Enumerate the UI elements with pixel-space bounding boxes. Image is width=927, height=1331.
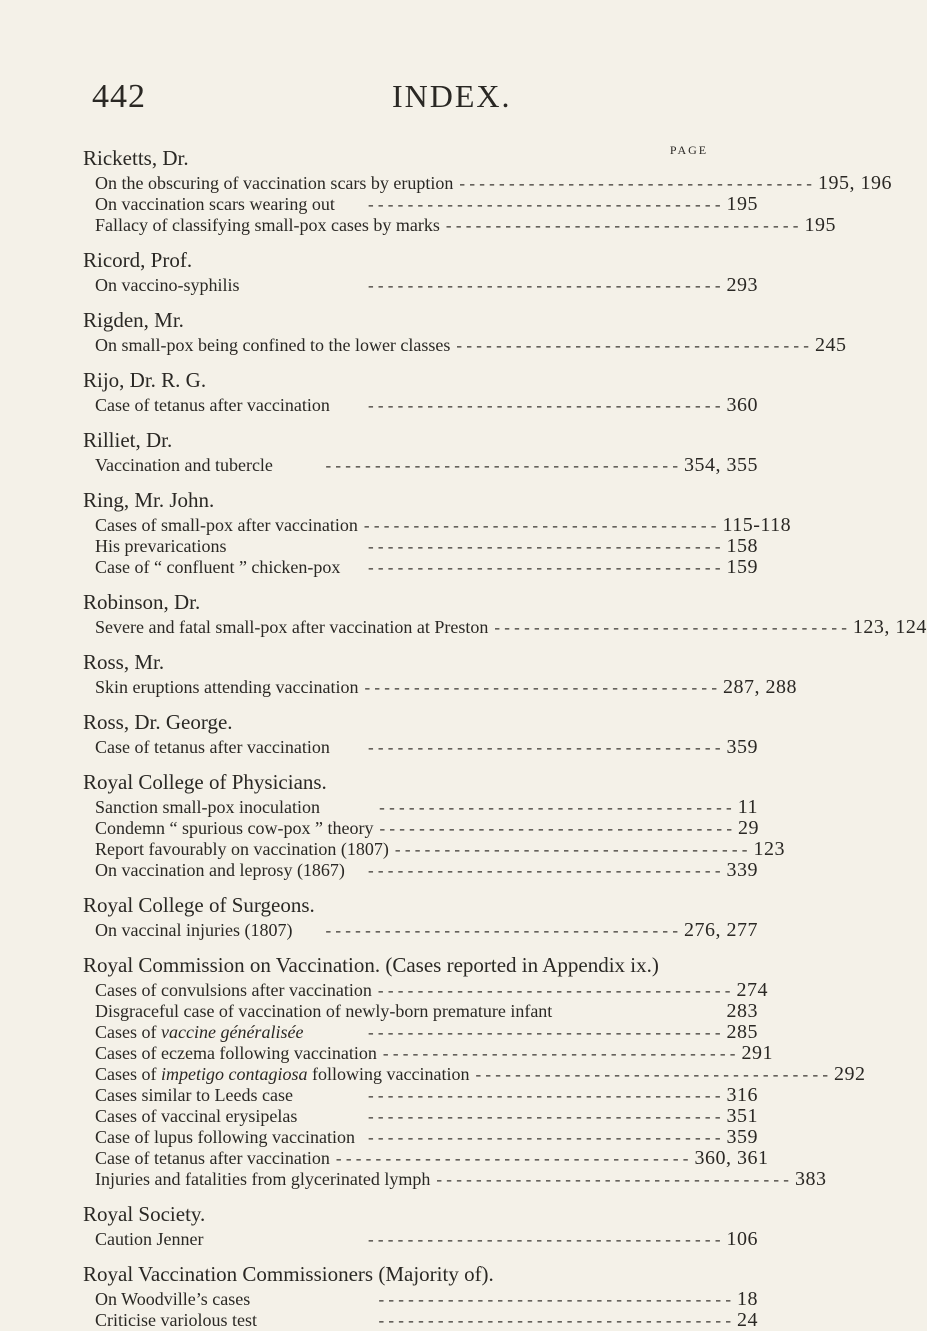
dot-leader: - - - - - - - - - - - - - - - - - - - - - - - - - - - - - - - - - - - - xyxy=(367,861,721,880)
entry-heading: Ricketts, Dr. xyxy=(83,146,189,170)
page-reference: 159 xyxy=(726,556,758,578)
entry-heading: Ring, Mr. John. xyxy=(83,488,215,512)
page-reference: 276, 277 xyxy=(684,919,758,941)
sub-entry-text: Cases of eczema following vaccination xyxy=(95,1043,377,1063)
dot-leader: - - - - - - - - - - - - - - - - - - - - - - - - - - - - - - - - - - - - xyxy=(367,276,721,295)
entry-heading: Royal Commission on Vaccination. (Cases reported in Appendix ix.) xyxy=(83,953,659,977)
page-reference: 123 xyxy=(753,838,785,860)
sub-entry-text: Case of tetanus after vaccination xyxy=(95,737,330,757)
index-entry xyxy=(83,644,798,698)
sub-entry xyxy=(83,1042,773,1064)
sub-entry-text: Condemn “ spurious cow-pox ” theory xyxy=(95,818,374,838)
sub-entry xyxy=(83,536,758,557)
sub-entry-text: Severe and fatal small-pox after vaccination at Preston xyxy=(95,617,489,637)
sub-entry xyxy=(83,395,758,416)
entry-heading: Rijo, Dr. R. G. xyxy=(83,368,207,392)
sub-entry xyxy=(83,737,758,758)
page-reference: 383 xyxy=(794,1168,827,1190)
entry-heading: Rilliet, Dr. xyxy=(83,428,173,452)
entry-heading: Robinson, Dr. xyxy=(83,590,201,614)
page-number: 442 xyxy=(92,78,146,115)
sub-entry-text: Cases similar to Leeds case xyxy=(95,1085,293,1105)
sub-entry xyxy=(83,1106,758,1127)
dot-leader: - - - - - - - - - - - - - - - - - - - - - - - - - - - - - - - - - - - - xyxy=(367,195,721,214)
page-reference: 360, 361 xyxy=(694,1147,769,1169)
sub-entry xyxy=(83,1085,758,1106)
dot-leader: - - - - - - - - - - - - - - - - - - - - - - - - - - - - - - - - - - - - xyxy=(364,678,718,697)
page-reference: 285 xyxy=(726,1021,758,1043)
dot-leader: - - - - - - - - - - - - - - - - - - - - - - - - - - - - - - - - - - - - xyxy=(367,1023,721,1042)
sub-entry xyxy=(83,1127,758,1148)
sub-entry-text-prefix: Cases of xyxy=(95,1022,161,1042)
page-reference: 274 xyxy=(736,979,768,1001)
sub-entry-text: On vaccination and leprosy (1867) xyxy=(95,860,345,880)
entry-heading: Royal Vaccination Commissioners (Majority of). xyxy=(83,1262,494,1286)
sub-entry-text: Case of lupus following vaccination xyxy=(95,1127,355,1147)
dot-leader: - - - - - - - - - - - - - - - - - - - - - - - - - - - - - - - - - - - - xyxy=(475,1065,829,1084)
sub-entry-text: Case of tetanus after vaccination xyxy=(95,395,330,415)
sub-entry xyxy=(83,818,758,839)
sub-entry-text: Injuries and fatalities from glycerinated lymph xyxy=(95,1169,431,1189)
page-reference: 291 xyxy=(741,1042,773,1064)
sub-entry-text: Case of tetanus after vaccination xyxy=(95,1148,330,1168)
page-reference: 195, 196 xyxy=(817,172,892,194)
sub-entry-text-suffix: following vaccination xyxy=(307,1064,470,1084)
page-reference: 106 xyxy=(726,1228,758,1250)
index-entry xyxy=(83,242,758,296)
dot-leader: - - - - - - - - - - - - - - - - - - - - - - - - - - - - - - - - - - - - xyxy=(367,396,721,415)
index-entry xyxy=(83,362,758,416)
page-reference: 11 xyxy=(737,796,758,818)
page-reference: 24 xyxy=(737,1309,758,1331)
dot-leader: - - - - - - - - - - - - - - - - - - - - - - - - - - - - - - - - - - - - xyxy=(377,981,731,1000)
dot-leader: - - - - - - - - - - - - - - - - - - - - - - - - - - - - - - - - - - - - xyxy=(378,1311,731,1330)
page-reference: 115-118 xyxy=(722,514,792,536)
sub-entry xyxy=(83,860,758,881)
dot-leader: - - - - - - - - - - - - - - - - - - - - - - - - - - - - - - - - - - - - xyxy=(459,174,812,193)
page-reference: 18 xyxy=(737,1288,758,1310)
sub-entry-text: Cases of convulsions after vaccination xyxy=(95,980,372,1000)
sub-entry-text: On vaccino-syphilis xyxy=(95,275,240,295)
index-entry xyxy=(83,764,785,881)
sub-entry-text: On vaccination scars wearing out xyxy=(95,194,335,214)
sub-entry xyxy=(83,1168,827,1190)
page-reference: 245 xyxy=(814,334,847,356)
sub-entry-text: Caution Jenner xyxy=(95,1229,204,1249)
sub-entry xyxy=(83,979,768,1001)
dot-leader: - - - - - - - - - - - - - - - - - - - - - - - - - - - - - - - - - - - - xyxy=(367,738,721,757)
sub-entry xyxy=(83,838,785,860)
sub-entry xyxy=(83,1022,758,1043)
sub-entry-text-italic: vaccine généralisée xyxy=(161,1022,304,1042)
page-reference: 293 xyxy=(726,274,758,296)
page-reference: 354, 355 xyxy=(684,454,758,476)
sub-entry-text: Vaccination and tubercle xyxy=(95,455,273,475)
dot-leader: - - - - - - - - - - - - - - - - - - - - - - - - - - - - - - - - - - - - xyxy=(382,1044,736,1063)
dot-leader: - - - - - - - - - - - - - - - - - - - - - - - - - - - - - - - - - - - - xyxy=(367,1128,721,1147)
page-reference: 292 xyxy=(834,1063,866,1085)
sub-entry-text xyxy=(95,1022,303,1043)
page-column-label: PAGE xyxy=(669,143,709,157)
dot-leader: - - - - - - - - - - - - - - - - - - - - - - - - - - - - - - - - - - - - xyxy=(367,1086,721,1105)
sub-entry xyxy=(83,557,758,578)
sub-entry xyxy=(83,1310,758,1331)
sub-entry xyxy=(83,1229,758,1250)
page-reference: 29 xyxy=(738,817,760,839)
dot-leader: - - - - - - - - - - - - - - - - - - - - - - - - - - - - - - - - - - - - xyxy=(367,1107,721,1126)
sub-entry xyxy=(83,334,847,356)
dot-leader: - - - - - - - - - - - - - - - - - - - - - - - - - - - - - - - - - - - - xyxy=(378,1290,731,1309)
sub-entry xyxy=(83,1147,769,1169)
dot-leader: - - - - - - - - - - - - - - - - - - - - - - - - - - - - - - - - - - - - xyxy=(367,537,721,556)
index-entry xyxy=(83,302,847,356)
sub-entry xyxy=(83,275,758,296)
sub-entry xyxy=(83,1001,758,1022)
index-entries xyxy=(83,140,927,1331)
index-entry xyxy=(83,1256,758,1331)
index-entry xyxy=(83,1196,758,1250)
dot-leader: - - - - - - - - - - - - - - - - - - - - - - - - - - - - - - - - - - - - xyxy=(445,216,799,235)
page-header xyxy=(0,78,800,138)
sub-entry-text: Cases of small-pox after vaccination xyxy=(95,515,358,535)
sub-entry xyxy=(83,616,927,638)
index-entry xyxy=(83,947,866,1190)
page-reference: 195 xyxy=(804,214,836,236)
index-entry xyxy=(83,704,758,758)
dot-leader: - - - - - - - - - - - - - - - - - - - - - - - - - - - - - - - - - - - - xyxy=(325,921,678,940)
sub-entry-text: On vaccinal injuries (1807) xyxy=(95,920,293,940)
dot-leader: - - - - - - - - - - - - - - - - - - - - - - - - - - - - - - - - - - - - xyxy=(367,558,721,577)
dot-leader: - - - - - - - - - - - - - - - - - - - - - - - - - - - - - - - - - - - - xyxy=(325,456,678,475)
page-reference: 158 xyxy=(726,535,758,557)
page-reference: 360 xyxy=(726,394,758,416)
page-reference: 195 xyxy=(726,193,758,215)
entry-heading: Royal Society. xyxy=(83,1202,206,1226)
sub-entry-text: Sanction small-pox inoculation xyxy=(95,797,320,817)
entry-heading: Rigden, Mr. xyxy=(83,308,184,332)
page-reference: 339 xyxy=(726,859,758,881)
page-reference: 287, 288 xyxy=(723,676,798,698)
running-head: INDEX. xyxy=(392,78,512,114)
entry-heading: Ricord, Prof. xyxy=(83,248,193,272)
page-reference: 283 xyxy=(726,1000,758,1022)
sub-entry xyxy=(83,214,836,236)
sub-entry-text: Case of “ confluent ” chicken-pox xyxy=(95,557,341,577)
sub-entry-text: On the obscuring of vaccination scars by eruption xyxy=(95,173,454,193)
sub-entry-text: Report favourably on vaccination (1807) xyxy=(95,839,389,859)
entry-heading: Royal College of Surgeons. xyxy=(83,893,315,917)
sub-entry-text: His prevarications xyxy=(95,536,227,556)
dot-leader: - - - - - - - - - - - - - - - - - - - - - - - - - - - - - - - - - - - - xyxy=(379,819,733,838)
sub-entry xyxy=(83,920,758,941)
dot-leader: - - - - - - - - - - - - - - - - - - - - - - - - - - - - - - - - - - - - xyxy=(494,618,847,637)
dot-leader: - - - - - - - - - - - - - - - - - - - - - - - - - - - - - - - - - - - - xyxy=(436,1170,789,1189)
sub-entry xyxy=(83,1063,866,1085)
dot-leader: - - - - - - - - - - - - - - - - - - - - - - - - - - - - - - - - - - - - xyxy=(367,1230,721,1249)
page-reference: 351 xyxy=(726,1105,758,1127)
index-entry xyxy=(83,422,758,476)
sub-entry-text: Criticise variolous test xyxy=(95,1310,257,1330)
dot-leader: - - - - - - - - - - - - - - - - - - - - - - - - - - - - - - - - - - - - xyxy=(456,336,809,355)
sub-entry xyxy=(83,194,758,215)
entry-heading: Ross, Dr. George. xyxy=(83,710,233,734)
index-entry xyxy=(83,584,927,638)
entry-heading: Royal College of Physicians. xyxy=(83,770,327,794)
dot-leader: - - - - - - - - - - - - - - - - - - - - - - - - - - - - - - - - - - - - xyxy=(379,798,732,817)
page-reference: 316 xyxy=(726,1084,758,1106)
page-reference: 359 xyxy=(726,1126,758,1148)
sub-entry xyxy=(83,797,758,818)
sub-entry-text: Disgraceful case of vaccination of newly-born premature infant xyxy=(95,1001,553,1021)
page-reference: 123, 124 xyxy=(852,616,927,638)
sub-entry-text xyxy=(95,1064,469,1085)
index-entry xyxy=(83,887,758,941)
dot-leader: - - - - - - - - - - - - - - - - - - - - - - - - - - - - - - - - - - - - xyxy=(335,1149,689,1168)
sub-entry xyxy=(83,514,792,536)
sub-entry-text: On Woodville’s cases xyxy=(95,1289,251,1309)
dot-leader: - - - - - - - - - - - - - - - - - - - - - - - - - - - - - - - - - - - - xyxy=(363,516,717,535)
sub-entry xyxy=(83,172,892,194)
entry-heading: Ross, Mr. xyxy=(83,650,165,674)
index-entry xyxy=(83,140,892,236)
sub-entry-text-italic: impetigo contagiosa xyxy=(161,1064,308,1084)
sub-entry-text: Cases of vaccinal erysipelas xyxy=(95,1106,298,1126)
sub-entry-text: On small-pox being confined to the lower classes xyxy=(95,335,451,355)
sub-entry xyxy=(83,676,798,698)
sub-entry-text-prefix: Cases of xyxy=(95,1064,161,1084)
sub-entry xyxy=(83,455,758,476)
sub-entry xyxy=(83,1289,758,1310)
index-entry xyxy=(83,482,792,578)
sub-entry-text: Fallacy of classifying small-pox cases by marks xyxy=(95,215,440,235)
page-reference: 359 xyxy=(726,736,758,758)
dot-leader: - - - - - - - - - - - - - - - - - - - - - - - - - - - - - - - - - - - - xyxy=(394,840,748,859)
sub-entry-text: Skin eruptions attending vaccination xyxy=(95,677,359,697)
